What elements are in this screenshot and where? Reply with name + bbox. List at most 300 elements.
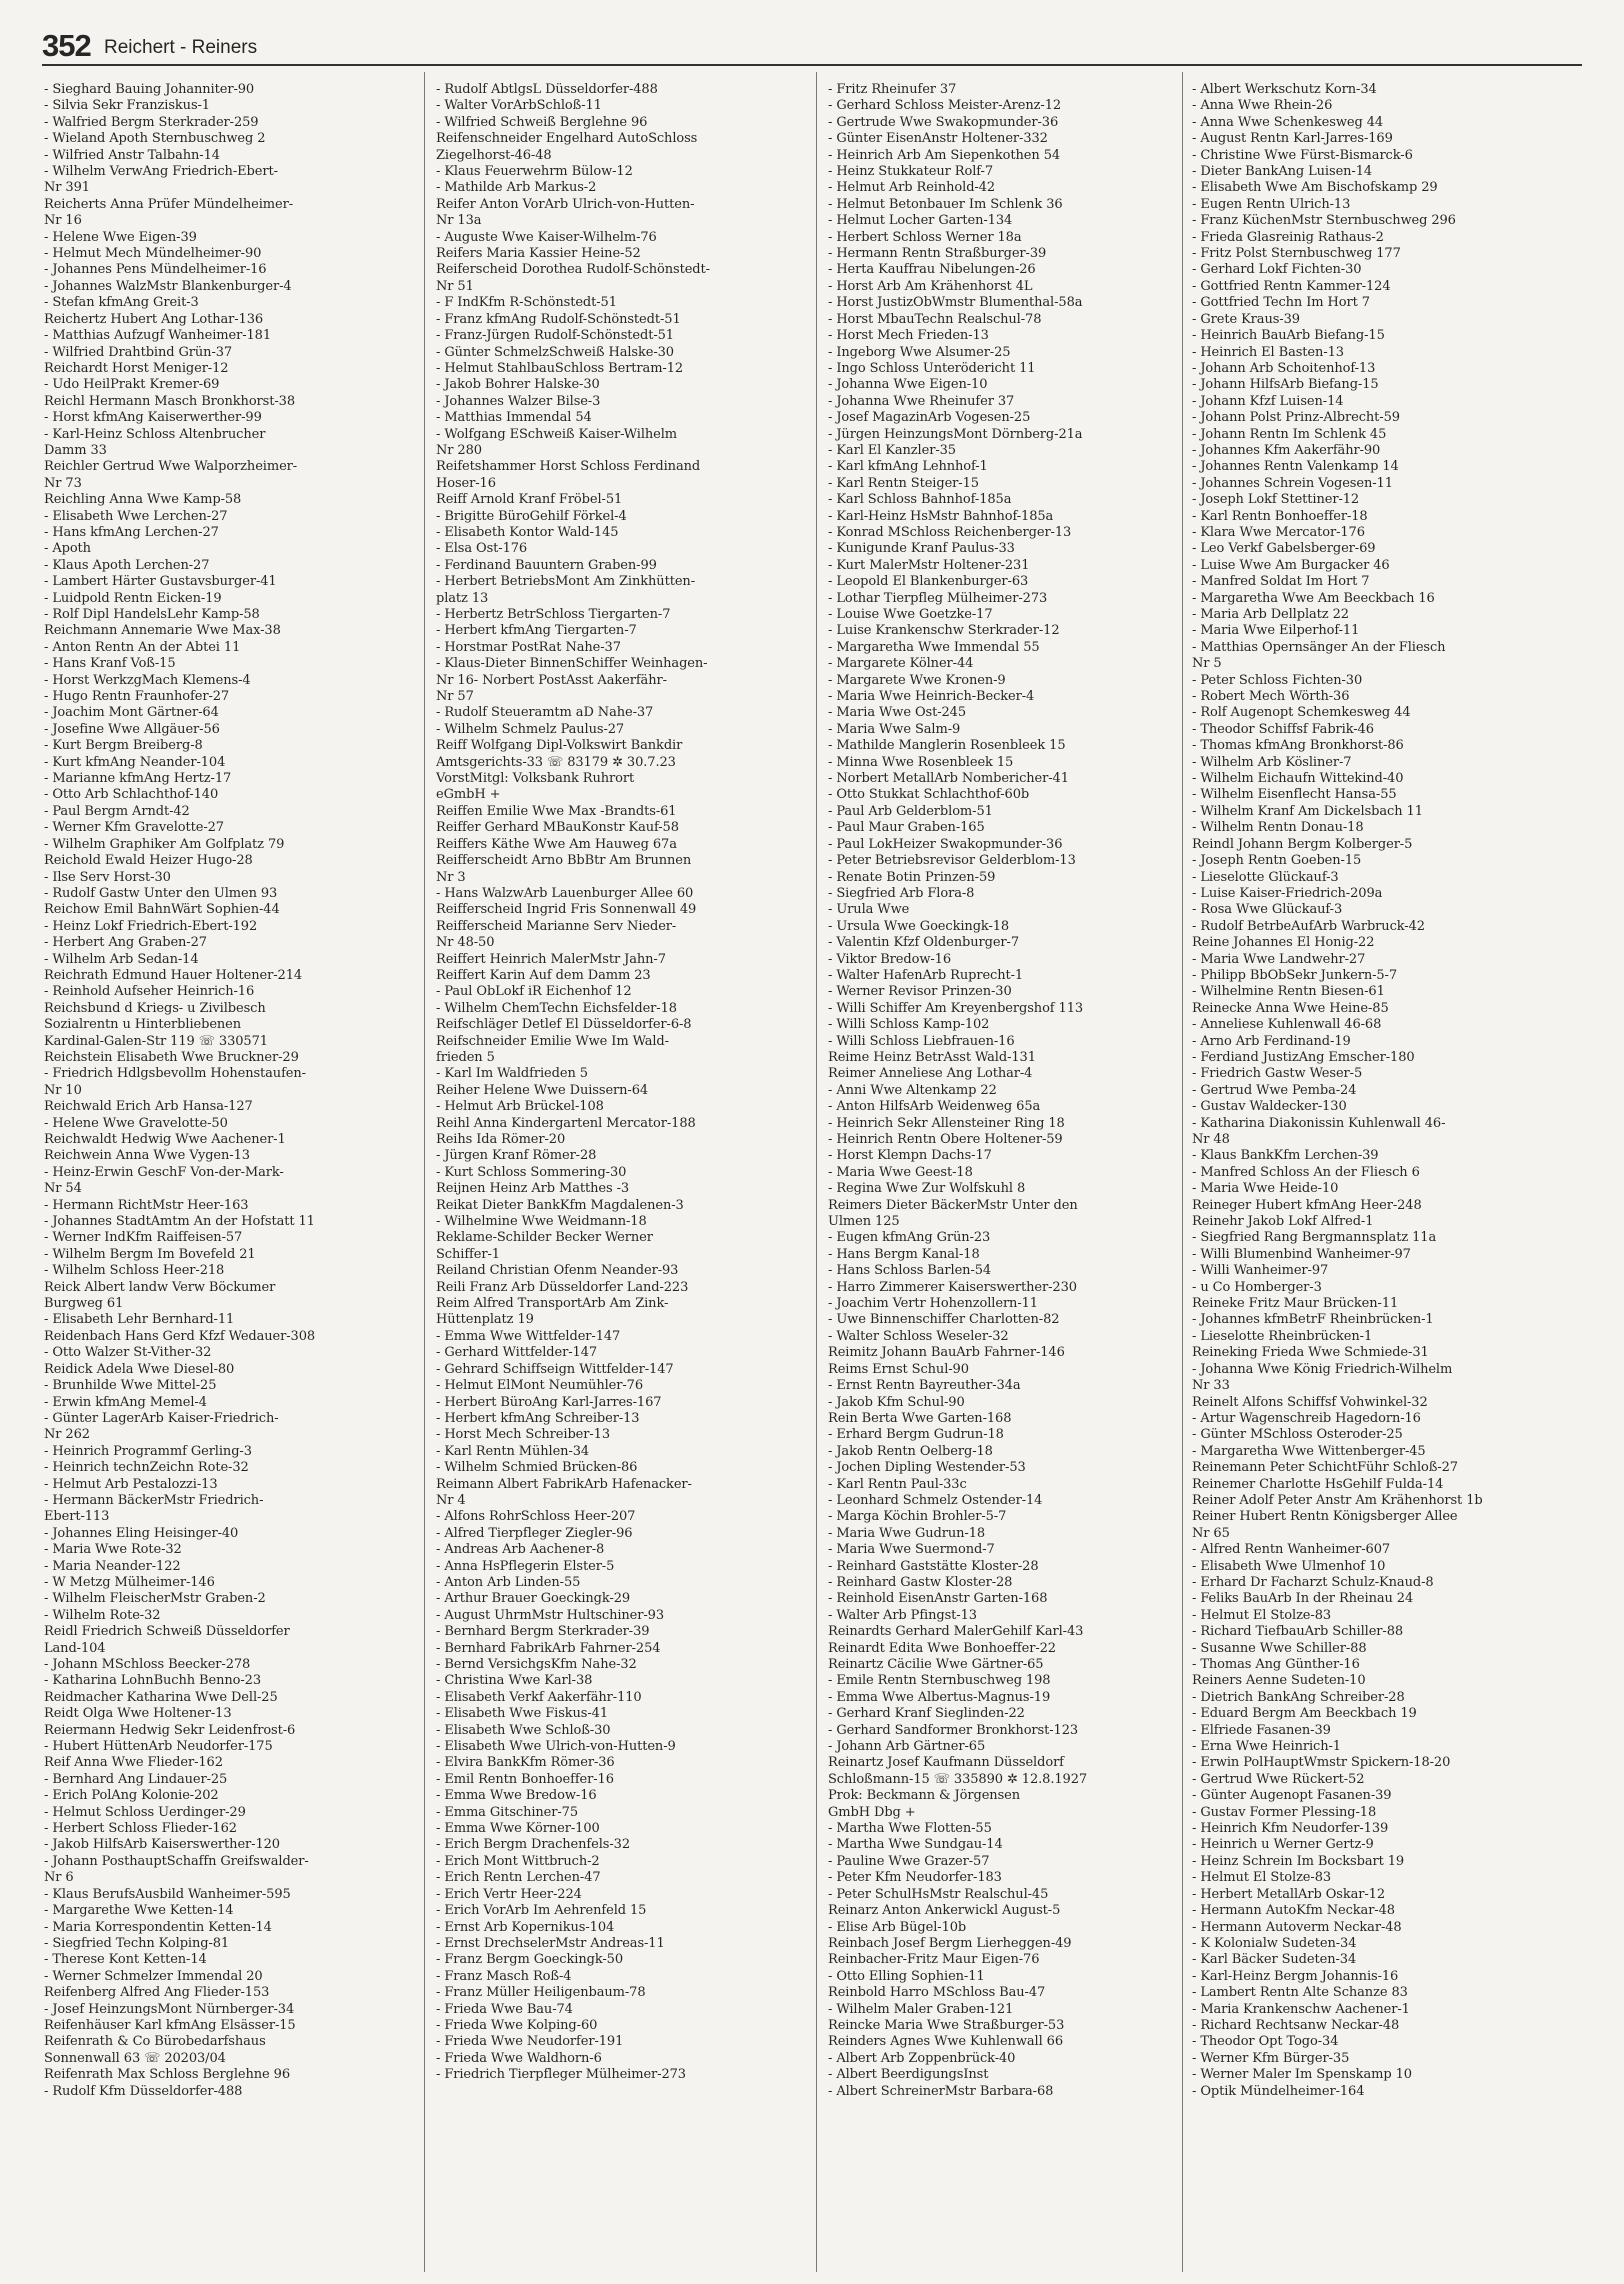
directory-entry: - W Metzg Mülheimer-146 xyxy=(44,1574,215,1590)
directory-entry: - Erhard Dr Facharzt Schulz-Knaud-8 xyxy=(1192,1574,1434,1590)
directory-entry: - Helmut StahlbauSchloss Bertram-12 xyxy=(436,360,684,376)
directory-entry: - Horst Mech Frieden-13 xyxy=(828,328,989,344)
directory-entry: Nr 10 xyxy=(44,1082,82,1098)
directory-entry: - Albert SchreinerMstr Barbara-68 xyxy=(828,2083,1054,2099)
directory-entry: - August Rentn Karl-Jarres-169 xyxy=(1192,131,1393,147)
directory-entry: - Paul Arb Gelderblom-51 xyxy=(828,803,993,819)
directory-entry: - Elsa Ost-176 xyxy=(436,541,528,557)
directory-entry: Reichling Anna Wwe Kamp-58 xyxy=(44,492,242,508)
directory-entry: Reifenrath & Co Bürobedarfshaus xyxy=(44,2034,266,2050)
directory-entry: - Walter Schloss Weseler-32 xyxy=(828,1328,1009,1344)
directory-entry: Reichow Emil BahnWärt Sophien-44 xyxy=(44,902,280,918)
directory-entry: - Hermann Rentn Straßburger-39 xyxy=(828,246,1047,262)
directory-entry: - Lothar Tierpfleg Mülheimer-273 xyxy=(828,590,1048,606)
directory-entry: - Elisabeth Wwe Fiskus-41 xyxy=(436,1706,609,1722)
directory-entry: - Siegfried Arb Flora-8 xyxy=(828,885,975,901)
directory-entry: - Elisabeth Wwe Ulmenhof 10 xyxy=(1192,1558,1386,1574)
directory-entry: - Friedrich Tierpfleger Mülheimer-273 xyxy=(436,2067,686,2083)
page-number: 352 xyxy=(42,28,91,63)
directory-entry: Reinbach Josef Bergm Lierheggen-49 xyxy=(828,1935,1072,1951)
directory-entry: - Rudolf Gastw Unter den Ulmen 93 xyxy=(44,885,278,901)
directory-entry: - Gerhard Schloss Meister-Arenz-12 xyxy=(828,98,1062,114)
directory-entry: - Mathilde Manglerin Rosenbleek 15 xyxy=(828,738,1066,754)
directory-entry: Reichwein Anna Wwe Vygen-13 xyxy=(44,1148,250,1164)
directory-entry: - Joachim Vertr Hohenzollern-11 xyxy=(828,1296,1038,1312)
directory-entry: - Lambert Härter Gustavsburger-41 xyxy=(44,574,277,590)
directory-entry: - Theodor Schiffsf Fabrik-46 xyxy=(1192,721,1374,737)
directory-entry: - Erich VorArb Im Aehrenfeld 15 xyxy=(436,1903,647,1919)
directory-entry: - Feliks BauArb In der Rheinau 24 xyxy=(1192,1591,1414,1607)
directory-entry: - Herta Kauffrau Nibelungen-26 xyxy=(828,262,1036,278)
directory-entry: - Optik Mündelheimer-164 xyxy=(1192,2083,1365,2099)
directory-entry: - Helmut Locher Garten-134 xyxy=(828,213,1013,229)
directory-entry: - Kurt MalerMstr Holtener-231 xyxy=(828,557,1030,573)
directory-entry: Reidick Adela Wwe Diesel-80 xyxy=(44,1361,235,1377)
directory-entry: - Thomas Ang Günther-16 xyxy=(1192,1657,1360,1672)
directory-entry: - Reinhard Gaststätte Kloster-28 xyxy=(828,1558,1039,1574)
directory-entry: - Hermann AutoKfm Neckar-48 xyxy=(1192,1903,1395,1919)
directory-entry: - Helmut Schloss Uerdinger-29 xyxy=(44,1804,246,1820)
directory-entry: - Emile Rentn Sternbuschweg 198 xyxy=(828,1673,1051,1689)
directory-entry: - Alfred Tierpfleger Ziegler-96 xyxy=(436,1525,633,1541)
directory-entry: - Johannes Kfm Aakerfähr-90 xyxy=(1192,442,1381,458)
directory-entry: - Helmut Mech Mündelheimer-90 xyxy=(44,246,262,262)
directory-entry: - Otto Arb Schlachthof-140 xyxy=(44,787,219,803)
directory-entry: - Herbert Schloss Flieder-162 xyxy=(44,1821,237,1837)
directory-entry: - Herbert BüroAng Karl-Jarres-167 xyxy=(436,1394,662,1410)
directory-entry: - Apoth xyxy=(44,541,91,557)
directory-entry: Nr 262 xyxy=(44,1427,90,1443)
directory-entry: - Maria Wwe Eilperhof-11 xyxy=(1192,623,1360,639)
directory-entry: - Heinz Lokf Friedrich-Ebert-192 xyxy=(44,918,258,934)
directory-entry: - Franz Müller Heiligenbaum-78 xyxy=(436,1985,646,2001)
directory-entry: - Horstmar PostRat Nahe-37 xyxy=(436,639,621,655)
directory-entry: - Maria Wwe Gudrun-18 xyxy=(828,1525,986,1541)
directory-entry: - Alfred Rentn Wanheimer-607 xyxy=(1192,1542,1391,1558)
directory-entry: - Andreas Arb Aachener-8 xyxy=(436,1542,605,1558)
directory-entry: - Martha Wwe Flotten-55 xyxy=(828,1821,992,1837)
directory-entry: - Wilhelm Maler Graben-121 xyxy=(828,2001,1014,2017)
directory-entry: - Rudolf Kfm Düsseldorfer-488 xyxy=(44,2083,243,2099)
directory-entry: - Ernst Rentn Bayreuther-34a xyxy=(828,1378,1021,1394)
directory-entry: - Uwe Binnenschiffer Charlotten-82 xyxy=(828,1312,1060,1328)
directory-entry: - Johann Arb Gärtner-65 xyxy=(828,1739,986,1755)
directory-entry: - Gustav Waldecker-130 xyxy=(1192,1099,1347,1115)
directory-entry: Nr 51 xyxy=(436,278,474,294)
directory-entry: - Pauline Wwe Grazer-57 xyxy=(828,1853,990,1869)
directory-entry: Reinardt Edita Wwe Bonhoeffer-22 xyxy=(828,1640,1056,1656)
directory-entry: - Dietrich BankAng Schreiber-28 xyxy=(1192,1689,1405,1705)
directory-entry: - Thomas kfmAng Bronkhorst-86 xyxy=(1192,738,1404,754)
directory-entry: - Horst JustizObWmstr Blumenthal-58a xyxy=(828,295,1083,311)
directory-entry: Reimann Albert FabrikArb Hafenacker- xyxy=(436,1476,692,1492)
directory-entry: - Franz Bergm Goeckingk-50 xyxy=(436,1952,624,1968)
directory-entry: - Matthias Immendal 54 xyxy=(436,410,592,426)
directory-entry: Reidmacher Katharina Wwe Dell-25 xyxy=(44,1689,278,1705)
directory-entry: - Gerhard Kranf Sieglinden-22 xyxy=(828,1706,1025,1722)
directory-entry: Reiermann Hedwig Sekr Leidenfrost-6 xyxy=(44,1722,296,1738)
directory-entry: - Ferdinand Bauuntern Graben-99 xyxy=(436,557,657,573)
directory-entry: - Gustav Former Plessing-18 xyxy=(1192,1804,1377,1820)
directory-entry: - Erich Vertr Heer-224 xyxy=(436,1886,582,1902)
directory-entry: - Jakob Rentn Oelberg-18 xyxy=(828,1443,993,1459)
directory-entry: - Johann MSchloss Beecker-278 xyxy=(44,1657,251,1672)
directory-entry: - Wilfried Schweiß Berglehne 96 xyxy=(436,114,648,130)
directory-entry: - Ursula Wwe Goeckingk-18 xyxy=(828,918,1010,934)
directory-entry: - Heinrich Arb Am Siepenkothen 54 xyxy=(828,147,1061,163)
directory-entry: - Johannes kfmBetrF Rheinbrücken-1 xyxy=(1192,1312,1434,1328)
directory-entry: - Wilhelm Rentn Donau-18 xyxy=(1192,820,1364,836)
directory-entry: - Ingo Schloss Unterödericht 11 xyxy=(828,360,1036,376)
directory-entry: - Eugen Rentn Ulrich-13 xyxy=(1192,196,1351,212)
directory-entry: - Louise Wwe Goetzke-17 xyxy=(828,607,993,622)
directory-entry: - Matthias Aufzugf Wanheimer-181 xyxy=(44,328,271,344)
directory-entry: - Klaus Feuerwehrm Bülow-12 xyxy=(436,164,633,180)
directory-entry: - Theodor Opt Togo-34 xyxy=(1192,2034,1339,2050)
directory-entry: Reim Alfred TransportArb Am Zink- xyxy=(436,1296,669,1312)
directory-entry: - Otto Stukkat Schlachthof-60b xyxy=(828,787,1030,803)
directory-entry: - Heinrich Rentn Obere Holtener-59 xyxy=(828,1132,1063,1147)
directory-entry: - Wieland Apoth Sternbuschweg 2 xyxy=(44,131,266,147)
directory-entry: - Peter SchulHsMstr Realschul-45 xyxy=(828,1886,1049,1902)
directory-entry: Reifenhäuser Karl kfmAng Elsässer-15 xyxy=(44,2017,296,2033)
directory-entry: Nr 6 xyxy=(44,1870,74,1886)
directory-entry: - Erwin kfmAng Memel-4 xyxy=(44,1394,207,1410)
directory-entry: - Karl El Kanzler-35 xyxy=(828,442,956,458)
directory-entry: - Wilhelm Arb Sedan-14 xyxy=(44,951,199,967)
directory-entry: - Peter Betriebsrevisor Gelderblom-13 xyxy=(828,853,1076,869)
directory-entry: - Artur Wagenschreib Hagedorn-16 xyxy=(1192,1410,1421,1426)
directory-entry: Nr 65 xyxy=(1192,1525,1230,1541)
directory-entry: platz 13 xyxy=(436,590,489,606)
directory-entry: Prok: Beckmann & Jörgensen xyxy=(828,1788,1021,1804)
directory-entry: - Wilfried Anstr Talbahn-14 xyxy=(44,147,220,163)
directory-entry: Reichstein Elisabeth Wwe Bruckner-29 xyxy=(44,1049,299,1065)
directory-entry: - Johann Polst Prinz-Albrecht-59 xyxy=(1192,410,1400,426)
directory-entry: - Christine Wwe Fürst-Bismarck-6 xyxy=(1192,147,1413,163)
directory-entry: - Luise Kaiser-Friedrich-209a xyxy=(1192,885,1383,901)
directory-entry: - Johann HilfsArb Biefang-15 xyxy=(1192,377,1379,393)
directory-entry: - Günter MSchloss Osteroder-25 xyxy=(1192,1427,1403,1443)
directory-entry: Reifferscheidt Arno BbBtr Am Brunnen xyxy=(436,853,692,869)
directory-entry: - Joseph Lokf Stettiner-12 xyxy=(1192,492,1360,508)
directory-entry: - Otto Walzer St-Vither-32 xyxy=(44,1345,212,1361)
directory-entry: - Josef HeinzungsMont Nürnberger-34 xyxy=(44,2001,295,2017)
directory-entry: - Otto Elling Sophien-11 xyxy=(828,1968,985,1984)
directory-entry: - Frieda Wwe Neudorfer-191 xyxy=(436,2034,624,2050)
directory-entry: - Helene Wwe Gravelotte-50 xyxy=(44,1115,228,1131)
directory-entry: - August UhrmMstr Hultschiner-93 xyxy=(436,1607,665,1623)
directory-entry: - Elfriede Fasanen-39 xyxy=(1192,1722,1331,1738)
directory-entry: Reichmann Annemarie Wwe Max-38 xyxy=(44,623,281,639)
directory-entry: - Werner Maler Im Spenskamp 10 xyxy=(1192,2067,1412,2083)
directory-entry: - Bernhard FabrikArb Fahrner-254 xyxy=(436,1640,661,1656)
directory-entry: - Valentin Kfzf Oldenburger-7 xyxy=(828,935,1020,951)
directory-entry: - Hans Schloss Barlen-54 xyxy=(828,1263,992,1279)
directory-entry: - Jakob Kfm Schul-90 xyxy=(828,1394,965,1410)
directory-entry: - Günter Augenopt Fasanen-39 xyxy=(1192,1788,1392,1804)
directory-entry: - Hermann RichtMstr Heer-163 xyxy=(44,1197,249,1213)
directory-entry: - Erich PolAng Kolonie-202 xyxy=(44,1788,219,1804)
directory-entry: - Kunigunde Kranf Paulus-33 xyxy=(828,541,1015,557)
directory-entry: - Wilhelm Bergm Im Bovefeld 21 xyxy=(44,1246,256,1262)
directory-entry: - Albert Arb Zoppenbrück-40 xyxy=(828,2050,1016,2066)
directory-entry: Kardinal-Galen-Str 119 ☏ 330571 xyxy=(44,1033,268,1049)
directory-entry: - Margarete Wwe Kronen-9 xyxy=(828,672,1006,688)
directory-entry: - Anna HsPflegerin Elster-5 xyxy=(436,1558,615,1574)
directory-entry: Reinecke Anna Wwe Heine-85 xyxy=(1192,1000,1389,1016)
directory-entry: Reinehr Jakob Lokf Alfred-1 xyxy=(1192,1214,1374,1230)
directory-entry: - Wilhelmine Rentn Biesen-61 xyxy=(1192,984,1385,1000)
directory-entry: - Luise Wwe Am Burgacker 46 xyxy=(1192,557,1390,573)
directory-entry: eGmbH + xyxy=(436,787,501,803)
directory-entry: Reif Anna Wwe Flieder-162 xyxy=(44,1755,223,1771)
directory-entry: Reichrath Edmund Hauer Holtener-214 xyxy=(44,967,303,983)
directory-entry: - Eugen kfmAng Grün-23 xyxy=(828,1230,991,1246)
directory-entry: - Heinrich Programmf Gerling-3 xyxy=(44,1443,252,1459)
directory-entry: - Elisabeth Kontor Wald-145 xyxy=(436,524,619,540)
directory-entry: - Leo Verkf Gabelsberger-69 xyxy=(1192,541,1376,557)
directory-entry: Reincke Maria Wwe Straßburger-53 xyxy=(828,2017,1065,2033)
directory-entry: Damm 33 xyxy=(44,442,107,458)
directory-entry: - Heinz-Erwin GeschF Von-der-Mark- xyxy=(44,1164,284,1180)
directory-entry: - Viktor Bredow-16 xyxy=(828,951,951,967)
directory-entry: - Albert BeerdigungsInst xyxy=(828,2067,989,2083)
directory-entry: - F IndKfm R-Schönstedt-51 xyxy=(436,295,617,311)
directory-entry: VorstMitgl: Volksbank Ruhrort xyxy=(436,771,635,787)
directory-entry: - Johann PosthauptSchaffn Greifswalder- xyxy=(44,1853,309,1869)
running-head: Reichert - Reiners xyxy=(104,37,258,58)
directory-entry: - Franz KüchenMstr Sternbuschweg 296 xyxy=(1192,213,1456,229)
directory-entry: - Gertrude Wwe Swakopmunder-36 xyxy=(828,114,1059,130)
directory-entry: Nr 33 xyxy=(1192,1378,1230,1394)
directory-entry: Reinardts Gerhard MalerGehilf Karl-43 xyxy=(828,1624,1084,1640)
directory-entry: Ziegelhorst-46-48 xyxy=(436,147,552,163)
directory-entry: - Gottfried Techn Im Hort 7 xyxy=(1192,295,1370,311)
directory-entry: Reifschneider Emilie Wwe Im Wald- xyxy=(436,1033,669,1049)
directory-entry: - Leopold El Blankenburger-63 xyxy=(828,574,1029,590)
directory-column-2 xyxy=(436,82,808,2084)
directory-entry: Nr 48 xyxy=(1192,1132,1230,1147)
directory-entry: - Wilhelmine Wwe Weidmann-18 xyxy=(436,1214,647,1230)
directory-entry: Reiferscheid Dorothea Rudolf-Schönstedt- xyxy=(436,262,710,278)
directory-entry: - Wilhelm Graphiker Am Golfplatz 79 xyxy=(44,836,285,852)
directory-entry: Reiffers Käthe Wwe Am Hauweg 67a xyxy=(436,836,677,852)
directory-entry: - Gertrud Wwe Pemba-24 xyxy=(1192,1082,1357,1098)
directory-entry: - Klaus BerufsAusbild Wanheimer-595 xyxy=(44,1886,291,1902)
directory-entry: - Friedrich Hdlgsbevollm Hohenstaufen- xyxy=(44,1066,306,1082)
directory-entry: - Frieda Wwe Kolping-60 xyxy=(436,2017,598,2033)
directory-entry: - Susanne Wwe Schiller-88 xyxy=(1192,1640,1367,1656)
directory-entry: - Manfred Soldat Im Hort 7 xyxy=(1192,574,1370,590)
directory-entry: - Johannes Eling Heisinger-40 xyxy=(44,1525,239,1541)
directory-entry: Reiffert Heinrich MalerMstr Jahn-7 xyxy=(436,951,666,967)
directory-entry: - Bernhard Bergm Sterkrader-39 xyxy=(436,1624,650,1640)
directory-entry: - Udo HeilPrakt Kremer-69 xyxy=(44,377,220,393)
directory-entry: Reimers Dieter BäckerMstr Unter den xyxy=(828,1197,1078,1213)
directory-entry: - Frieda Glasreinig Rathaus-2 xyxy=(1192,229,1384,245)
directory-entry: - Gerhard Lokf Fichten-30 xyxy=(1192,262,1362,278)
directory-entry: Nr 280 xyxy=(436,442,482,458)
directory-entry: - Horst Mech Schreiber-13 xyxy=(436,1427,611,1443)
directory-entry: Reili Franz Arb Düsseldorfer Land-223 xyxy=(436,1279,689,1295)
directory-entry: - Heinrich El Basten-13 xyxy=(1192,344,1344,360)
directory-entry: - Johanna Wwe Rheinufer 37 xyxy=(828,393,1015,409)
directory-entry: Reiner Hubert Rentn Königsberger Allee xyxy=(1192,1509,1458,1525)
directory-entry: - Friedrich Gastw Weser-5 xyxy=(1192,1066,1363,1082)
directory-entry: - Hans Bergm Kanal-18 xyxy=(828,1246,980,1262)
directory-entry: - Franz-Jürgen Rudolf-Schönstedt-51 xyxy=(436,328,674,344)
directory-entry: - Christina Wwe Karl-38 xyxy=(436,1673,593,1689)
directory-entry: - Sieghard Bauing Johanniter-90 xyxy=(44,82,255,97)
directory-entry: - Wilhelm FleischerMstr Graben-2 xyxy=(44,1591,266,1607)
directory-entry: - Ingeborg Wwe Alsumer-25 xyxy=(828,344,1011,360)
directory-entry: Reifer Anton VorArb Ulrich-von-Hutten- xyxy=(436,196,695,212)
directory-entry: - Helmut Arb Reinhold-42 xyxy=(828,180,996,196)
column-divider xyxy=(816,72,817,2272)
directory-entry: Reichsbund d Kriegs- u Zivilbesch xyxy=(44,1000,266,1016)
directory-entry: Rein Berta Wwe Garten-168 xyxy=(828,1410,1012,1426)
directory-entry: - Heinrich BauArb Biefang-15 xyxy=(1192,328,1385,344)
directory-entry: - Heinrich Sekr Allensteiner Ring 18 xyxy=(828,1115,1065,1131)
directory-entry: - Wilhelm Arb Kösliner-7 xyxy=(1192,754,1352,770)
directory-entry: - Wilhelm Schmied Brücken-86 xyxy=(436,1460,638,1476)
page-header xyxy=(42,30,1582,66)
directory-entry: - Franz Masch Roß-4 xyxy=(436,1968,572,1984)
directory-entry: Reindl Johann Bergm Kolberger-5 xyxy=(1192,836,1413,852)
directory-entry: Reineger Hubert kfmAng Heer-248 xyxy=(1192,1197,1422,1213)
directory-entry: Reinbacher-Fritz Maur Eigen-76 xyxy=(828,1952,1040,1968)
directory-column-3 xyxy=(828,82,1200,2100)
directory-entry: - Margа Köchin Brohler-5-7 xyxy=(828,1509,1007,1525)
directory-entry: GmbH Dbg + xyxy=(828,1804,916,1820)
directory-entry: - Dieter BankAng Luisen-14 xyxy=(1192,164,1373,180)
directory-entry: - Paul ObLokf iR Eichenhof 12 xyxy=(436,984,632,1000)
directory-entry: Reiffert Karin Auf dem Damm 23 xyxy=(436,967,651,983)
directory-entry: Reklame-Schilder Becker Werner xyxy=(436,1230,653,1246)
directory-entry: - Wilhelm VerwAng Friedrich-Ebert- xyxy=(44,164,278,180)
directory-entry: Reidenbach Hans Gerd Kfzf Wedauer-308 xyxy=(44,1328,316,1344)
directory-entry: - Helmut El Stolze-83 xyxy=(1192,1607,1332,1623)
directory-entry: - Josefine Wwe Allgäuer-56 xyxy=(44,721,220,737)
directory-entry: - Brigitte BüroGehilf Förkel-4 xyxy=(436,508,627,524)
directory-entry: Nr 3 xyxy=(436,869,466,885)
directory-entry: - Grete Kraus-39 xyxy=(1192,311,1300,327)
directory-entry: Reiland Christian Ofenm Neander-93 xyxy=(436,1263,679,1279)
directory-entry: - Margaretha Wwe Immendal 55 xyxy=(828,639,1040,655)
directory-column-1 xyxy=(44,82,416,2100)
directory-entry: Schiffer-1 xyxy=(436,1246,500,1262)
directory-entry: - Wilhelm Eichaufn Wittekind-40 xyxy=(1192,771,1404,787)
directory-entry: Reichardt Horst Meniger-12 xyxy=(44,360,229,376)
directory-entry: - Anton Rentn An der Abtei 11 xyxy=(44,639,241,655)
directory-entry: Hoser-16 xyxy=(436,475,496,491)
directory-entry: Reineking Frieda Wwe Schmiede-31 xyxy=(1192,1345,1429,1361)
directory-entry: - Maria Wwe Landwehr-27 xyxy=(1192,951,1366,967)
directory-entry: Reimer Anneliese Ang Lothar-4 xyxy=(828,1066,1033,1082)
directory-entry: - Marianne kfmAng Hertz-17 xyxy=(44,771,232,787)
directory-entry: - Frieda Wwe Bau-74 xyxy=(436,2001,573,2017)
directory-entry: - Heinrich u Werner Gertz-9 xyxy=(1192,1837,1374,1853)
directory-entry: - Erich Rentn Lerchen-47 xyxy=(436,1870,601,1886)
directory-entry: Reinders Agnes Wwe Kuhlenwall 66 xyxy=(828,2034,1064,2050)
directory-entry: - Reinhold Aufseher Heinrich-16 xyxy=(44,984,255,1000)
directory-entry: - Johannes Schrein Vogesen-11 xyxy=(1192,475,1393,491)
directory-entry: Reinelt Alfons Schiffsf Vohwinkel-32 xyxy=(1192,1394,1428,1410)
directory-entry: - Günter EisenAnstr Holtener-332 xyxy=(828,131,1048,147)
directory-entry: - Maria Arb Dellplatz 22 xyxy=(1192,607,1349,622)
directory-entry: - Willi Wanheimer-97 xyxy=(1192,1263,1329,1279)
directory-column-4 xyxy=(1192,82,1564,2100)
directory-entry: Nr 48-50 xyxy=(436,935,495,951)
directory-entry: - Kurt Schloss Sommering-30 xyxy=(436,1164,627,1180)
directory-entry: Reiffer Gerhard MBauKonstr Kauf-58 xyxy=(436,820,679,836)
directory-entry: - Walter VorArbSchloß-11 xyxy=(436,98,602,114)
directory-entry: frieden 5 xyxy=(436,1049,495,1065)
directory-entry: - Wolfgang ESchweiß Kaiser-Wilhelm xyxy=(436,426,678,442)
directory-entry: - Regina Wwe Zur Wolfskuhl 8 xyxy=(828,1181,1026,1197)
directory-entry: - Maria Wwe Ost-245 xyxy=(828,705,967,721)
directory-entry: - Maria Wwe Suermond-7 xyxy=(828,1542,995,1558)
directory-entry: - Karl-Heinz Bergm Johannis-16 xyxy=(1192,1968,1399,1984)
directory-entry: - Emma Wwe Wittfelder-147 xyxy=(436,1328,621,1344)
directory-entry: Ebert-113 xyxy=(44,1509,110,1525)
directory-entry: - Werner IndKfm Raiffeisen-57 xyxy=(44,1230,243,1246)
directory-entry: - Silvia Sekr Franziskus-1 xyxy=(44,98,210,114)
directory-entry: - Rosa Wwe Glückauf-3 xyxy=(1192,902,1343,918)
directory-entry: - Lambert Rentn Alte Schanze 83 xyxy=(1192,1985,1408,2001)
directory-entry: Ulmen 125 xyxy=(828,1214,900,1230)
directory-entry: - Katharina Diakonissin Kuhlenwall 46- xyxy=(1192,1115,1446,1131)
directory-entry: - Horst Klempn Dachs-17 xyxy=(828,1148,992,1164)
directory-entry: Reijnen Heinz Arb Matthes -3 xyxy=(436,1181,630,1197)
directory-entry: - Maria Korrespondentin Ketten-14 xyxy=(44,1919,272,1935)
directory-entry: - Hans kfmAng Lerchen-27 xyxy=(44,524,219,540)
directory-entry: - Bernhard Ang Lindauer-25 xyxy=(44,1771,228,1787)
directory-entry: - Johannes StadtAmtm An der Hofstatt 11 xyxy=(44,1214,315,1230)
directory-entry: - Johannes WalzMstr Blankenburger-4 xyxy=(44,278,292,294)
directory-entry: - Günter SchmelzSchweiß Halske-30 xyxy=(436,344,674,360)
directory-entry: - Maria Wwe Rote-32 xyxy=(44,1542,182,1558)
directory-entry: Nr 54 xyxy=(44,1181,82,1197)
directory-entry: - Albert Werkschutz Korn-34 xyxy=(1192,82,1377,97)
directory-entry: Amtsgerichts-33 ☏ 83179 ✲ 30.7.23 xyxy=(436,754,676,770)
directory-entry: - Johann Arb Schoitenhof-13 xyxy=(1192,360,1376,376)
directory-entry: - Franz kfmAng Rudolf-Schönstedt-51 xyxy=(436,311,681,327)
directory-entry: - Eduard Bergm Am Beeckbach 19 xyxy=(1192,1706,1417,1722)
directory-entry: - Stefan kfmAng Greit-3 xyxy=(44,295,199,311)
directory-entry: - Jochen Dipling Westender-53 xyxy=(828,1460,1026,1476)
directory-entry: - Elisabeth Wwe Am Bischofskamp 29 xyxy=(1192,180,1438,196)
directory-entry: - Johann Kfzf Luisen-14 xyxy=(1192,393,1344,409)
directory-entry: Nr 5 xyxy=(1192,656,1222,672)
directory-entry: - Karl Schloss Bahnhof-185a xyxy=(828,492,1012,508)
directory-entry: Schloßmann-15 ☏ 335890 ✲ 12.8.1927 xyxy=(828,1771,1088,1787)
directory-entry: - Gerhard Wittfelder-147 xyxy=(436,1345,598,1361)
directory-entry: - Walter Arb Pfingst-13 xyxy=(828,1607,977,1623)
directory-entry: - Peter Schloss Fichten-30 xyxy=(1192,672,1363,688)
directory-entry: - Erich Bergm Drachenfels-32 xyxy=(436,1837,630,1853)
directory-entry: - Johanna Wwe Eigen-10 xyxy=(828,377,988,393)
directory-entry: - Hans WalzwArb Lauenburger Allee 60 xyxy=(436,885,694,901)
directory-entry: - Helmut Arb Pestalozzi-13 xyxy=(44,1476,218,1492)
directory-entry: - Ernst Arb Kopernikus-104 xyxy=(436,1919,615,1935)
directory-entry: - Klaus-Dieter BinnenSchiffer Weinhagen- xyxy=(436,656,708,672)
directory-entry: - Elvira BankKfm Römer-36 xyxy=(436,1755,615,1771)
directory-entry: Reiner Adolf Peter Anstr Am Krähenhorst 1b xyxy=(1192,1492,1483,1508)
directory-entry: - Wilhelm Rote-32 xyxy=(44,1607,161,1623)
directory-entry: Reichertz Hubert Ang Lothar-136 xyxy=(44,311,264,327)
